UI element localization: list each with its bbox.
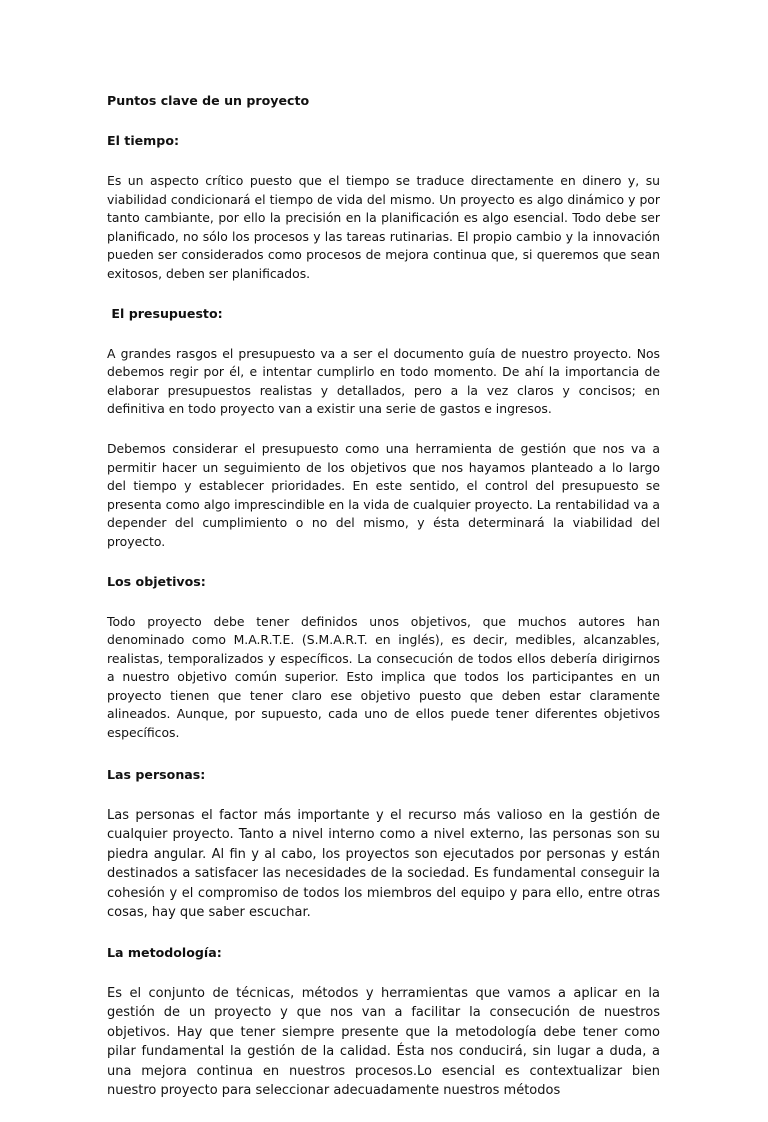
- paragraph-presupuesto-1: A grandes rasgos el presupuesto va a ser el documento guía de nuestro proyecto. Nos debemos regir por él, e intentar cumplirlo en todo momento. De ahí la importancia de elaborar presupuestos realistas y detallados, pero a la vez claros y concisos; en definitiva en todo proyecto van a existir una serie de gastos e ingresos.: [107, 345, 660, 417]
- section-metodologia: [107, 944, 660, 1101]
- section-objetivos: [107, 573, 660, 743]
- section-heading-presupuesto: El presupuesto:: [107, 305, 223, 321]
- paragraph-metodologia: Es el conjunto de técnicas, métodos y herramientas que vamos a aplicar en la gestión de un proyecto y que nos van a facilitar la consecución de nuestros objetivos. Hay que tener siempre presente que la metodología debe tener como pilar fundamental la gestión de la calidad. Ésta nos conducirá, sin lugar a duda, a una mejora continua en nuestros procesos.Lo esencial es contextualizar bien nuestro proyecto para seleccionar adecuadamente nuestros métodos: [107, 985, 660, 1099]
- paragraph-objetivos: Todo proyecto debe tener definidos unos objetivos, que muchos autores han denominado como M.A.R.T.E. (S.M.A.R.T. en inglés), es decir, medibles, alcanzables, realistas, temporalizados y específicos. La consecución de todos ellos debería dirigirnos a nuestro objetivo común superior. Esto implica que todos los participantes en un proyecto tienen que tener claro ese objetivo puesto que deben estar claramente alineados. Aunque, por supuesto, cada uno de ellos puede tener diferentes objetivos específicos.: [107, 613, 660, 741]
- section-heading-metodologia: La metodología:: [107, 944, 222, 960]
- section-tiempo: [107, 132, 660, 284]
- document-title: Puntos clave de un proyecto: [107, 93, 310, 108]
- section-presupuesto: [107, 305, 660, 552]
- section-heading-personas: Las personas:: [107, 766, 206, 782]
- section-heading-tiempo: El tiempo:: [107, 133, 180, 148]
- paragraph-presupuesto-2: Debemos considerar el presupuesto como una herramienta de gestión que nos va a permitir hacer un seguimiento de los objetivos que nos hayamos planteado a lo largo del tiempo y establecer prioridades. En este sentido, el control del presupuesto se presenta como algo imprescindible en la vida de cualquier proyecto. La rentabilidad va a depender del cumplimiento o no del mismo, y ésta determinará la viabilidad del proyecto.: [107, 440, 660, 549]
- paragraph-tiempo: Es un aspecto crítico puesto que el tiempo se traduce directamente en dinero y, su viabilidad condicionará el tiempo de vida del mismo. Un proyecto es algo dinámico y por tanto cambiante, por ello la precisión en la planificación es algo esencial. Todo debe ser planificado, no sólo los procesos y las tareas rutinarias. El propio cambio y la innovación pueden ser considerados como procesos de mejora continua que, si queremos que sean exitosos, deben ser planificados.: [107, 173, 660, 281]
- document-body: [107, 92, 660, 1122]
- section-heading-objetivos: Los objetivos:: [107, 573, 206, 589]
- paragraph-personas: Las personas el factor más importante y el recurso más valioso en la gestión de cualquier proyecto. Tanto a nivel interno como a nivel externo, las personas son su piedra angular. Al fin y al cabo, los proyectos son ejecutados por personas y están destinados a satisfacer las necesidades de la sociedad. Es fundamental conseguir la cohesión y el compromiso de todos los miembros del equipo y para ello, entre otras cosas, hay que saber escuchar.: [107, 807, 660, 921]
- section-personas: [107, 766, 660, 923]
